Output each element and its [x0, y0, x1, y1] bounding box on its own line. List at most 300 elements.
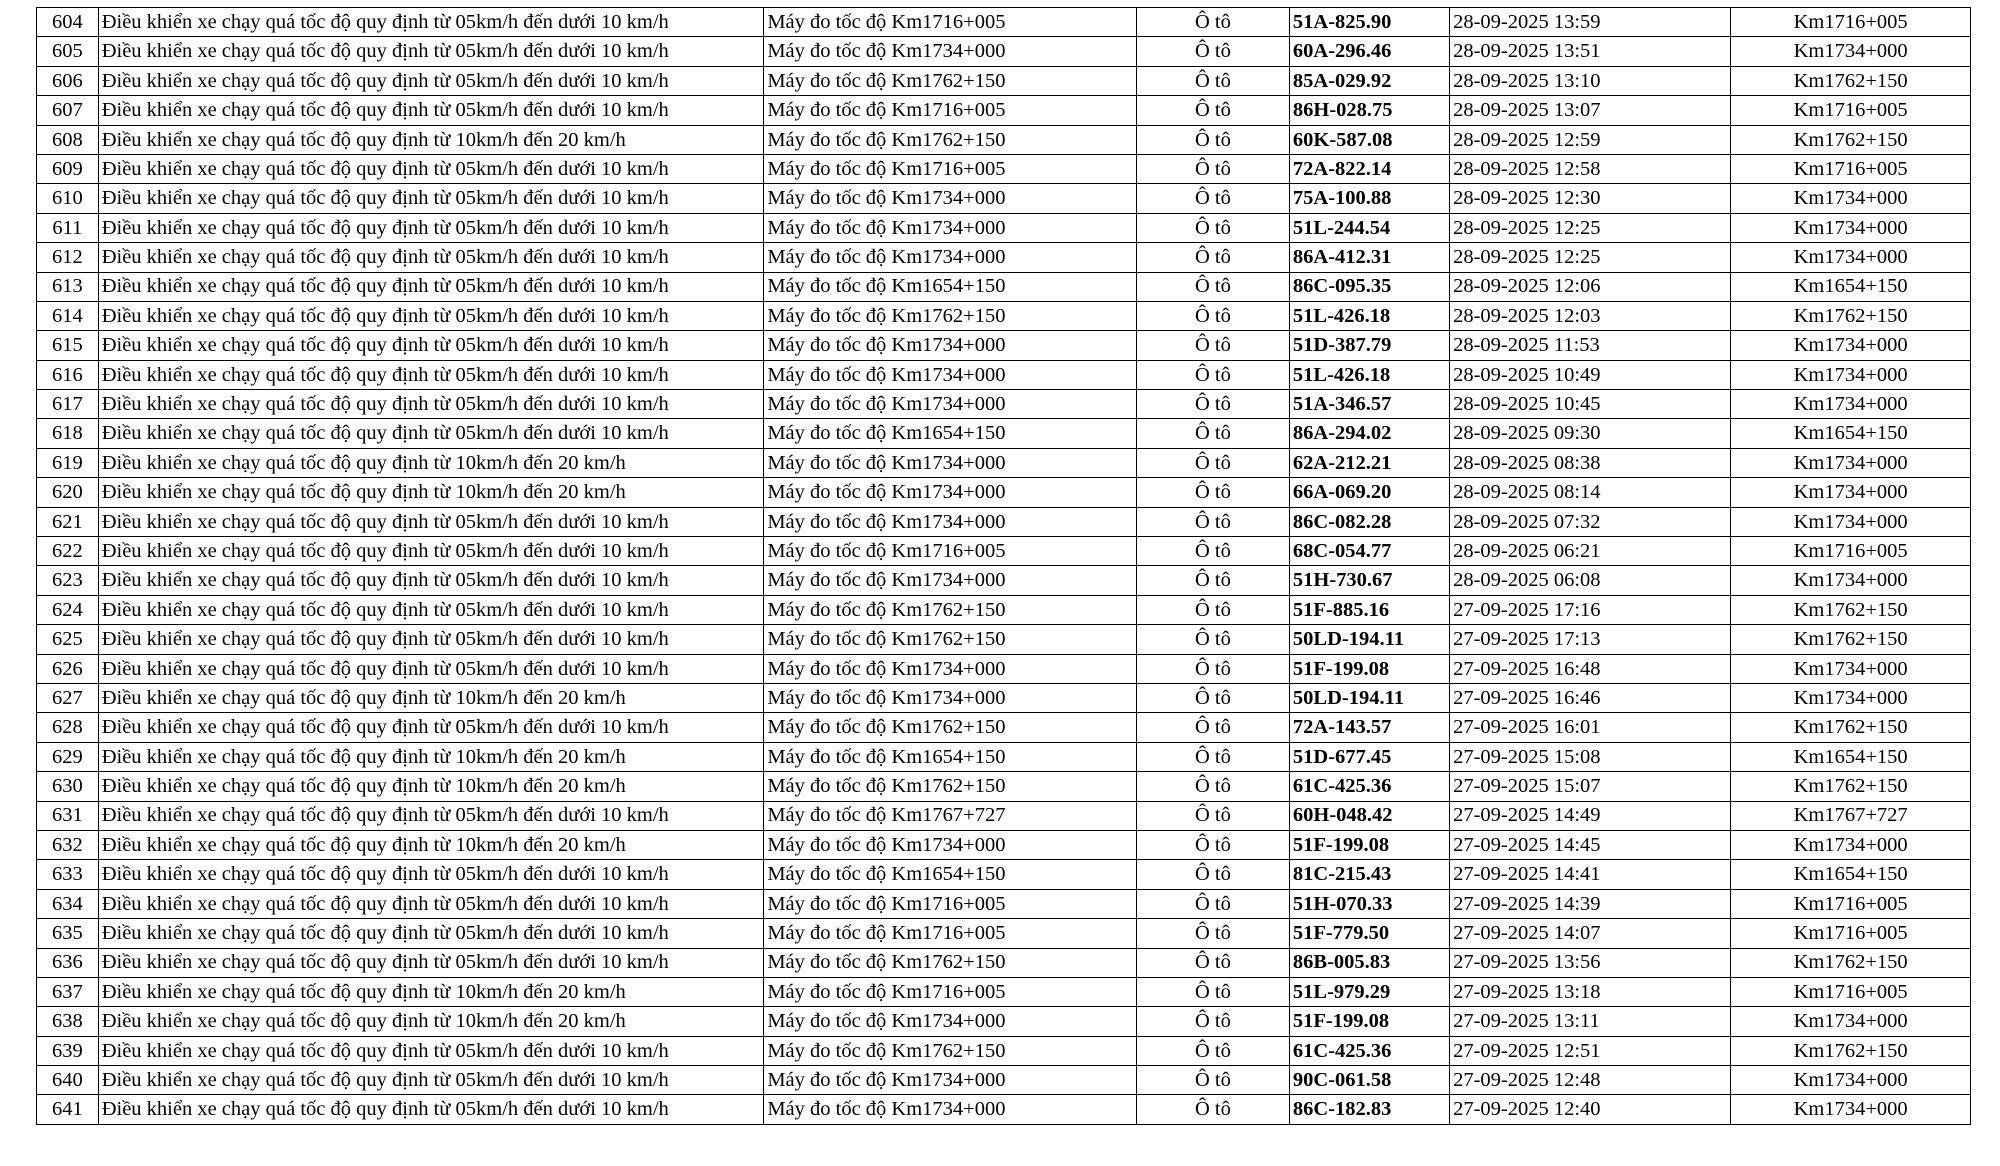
- cell-hanh-vi-vi-pham: Điều khiển xe chạy quá tốc độ quy định từ 05km/h đến dưới 10 km/h: [98, 390, 764, 419]
- cell-loai-phuong-tien: Ô tô: [1136, 1036, 1289, 1065]
- cell-loai-phuong-tien: Ô tô: [1136, 184, 1289, 213]
- cell-hanh-vi-vi-pham: Điều khiển xe chạy quá tốc độ quy định từ 05km/h đến dưới 10 km/h: [98, 184, 764, 213]
- cell-hanh-vi-vi-pham: Điều khiển xe chạy quá tốc độ quy định từ 05km/h đến dưới 10 km/h: [98, 537, 764, 566]
- cell-stt: 610: [37, 184, 99, 213]
- cell-stt: 613: [37, 272, 99, 301]
- cell-dia-diem-vi-pham: Km1716+005: [1731, 8, 1971, 37]
- cell-hanh-vi-vi-pham: Điều khiển xe chạy quá tốc độ quy định từ 05km/h đến dưới 10 km/h: [98, 654, 764, 683]
- cell-thiet-bi-phat-hien: Máy đo tốc độ Km1734+000: [764, 360, 1137, 389]
- cell-hanh-vi-vi-pham: Điều khiển xe chạy quá tốc độ quy định từ 05km/h đến dưới 10 km/h: [98, 919, 764, 948]
- cell-hanh-vi-vi-pham: Điều khiển xe chạy quá tốc độ quy định từ 05km/h đến dưới 10 km/h: [98, 625, 764, 654]
- cell-thoi-gian-vi-pham: 28-09-2025 13:07: [1450, 96, 1731, 125]
- cell-bien-so-xe: 60K-587.08: [1289, 125, 1449, 154]
- cell-thiet-bi-phat-hien: Máy đo tốc độ Km1716+005: [764, 96, 1137, 125]
- cell-bien-so-xe: 90C-061.58: [1289, 1066, 1449, 1095]
- cell-thoi-gian-vi-pham: 28-09-2025 12:03: [1450, 301, 1731, 330]
- cell-dia-diem-vi-pham: Km1734+000: [1731, 243, 1971, 272]
- cell-loai-phuong-tien: Ô tô: [1136, 448, 1289, 477]
- table-row: [37, 566, 1971, 595]
- cell-dia-diem-vi-pham: Km1762+150: [1731, 66, 1971, 95]
- cell-thoi-gian-vi-pham: 27-09-2025 14:39: [1450, 889, 1731, 918]
- cell-thiet-bi-phat-hien: Máy đo tốc độ Km1716+005: [764, 977, 1137, 1006]
- cell-loai-phuong-tien: Ô tô: [1136, 713, 1289, 742]
- cell-thiet-bi-phat-hien: Máy đo tốc độ Km1734+000: [764, 331, 1137, 360]
- violations-table-body: [37, 8, 1971, 1125]
- cell-hanh-vi-vi-pham: Điều khiển xe chạy quá tốc độ quy định từ 10km/h đến 20 km/h: [98, 742, 764, 771]
- table-row: [37, 154, 1971, 183]
- cell-thiet-bi-phat-hien: Máy đo tốc độ Km1734+000: [764, 566, 1137, 595]
- cell-thoi-gian-vi-pham: 28-09-2025 10:49: [1450, 360, 1731, 389]
- cell-stt: 620: [37, 478, 99, 507]
- cell-bien-so-xe: 51L-426.18: [1289, 360, 1449, 389]
- cell-thoi-gian-vi-pham: 27-09-2025 13:11: [1450, 1007, 1731, 1036]
- cell-loai-phuong-tien: Ô tô: [1136, 625, 1289, 654]
- cell-thoi-gian-vi-pham: 28-09-2025 11:53: [1450, 331, 1731, 360]
- cell-bien-so-xe: 51L-979.29: [1289, 977, 1449, 1006]
- cell-thiet-bi-phat-hien: Máy đo tốc độ Km1762+150: [764, 948, 1137, 977]
- cell-loai-phuong-tien: Ô tô: [1136, 683, 1289, 712]
- table-row: [37, 654, 1971, 683]
- cell-loai-phuong-tien: Ô tô: [1136, 360, 1289, 389]
- cell-loai-phuong-tien: Ô tô: [1136, 96, 1289, 125]
- table-row: [37, 301, 1971, 330]
- cell-thoi-gian-vi-pham: 28-09-2025 06:08: [1450, 566, 1731, 595]
- cell-stt: 621: [37, 507, 99, 536]
- table-row: [37, 683, 1971, 712]
- cell-hanh-vi-vi-pham: Điều khiển xe chạy quá tốc độ quy định từ 05km/h đến dưới 10 km/h: [98, 243, 764, 272]
- cell-thoi-gian-vi-pham: 27-09-2025 12:48: [1450, 1066, 1731, 1095]
- cell-loai-phuong-tien: Ô tô: [1136, 478, 1289, 507]
- cell-stt: 606: [37, 66, 99, 95]
- cell-loai-phuong-tien: Ô tô: [1136, 566, 1289, 595]
- cell-bien-so-xe: 51A-346.57: [1289, 390, 1449, 419]
- cell-thoi-gian-vi-pham: 27-09-2025 14:07: [1450, 919, 1731, 948]
- cell-loai-phuong-tien: Ô tô: [1136, 537, 1289, 566]
- cell-dia-diem-vi-pham: Km1734+000: [1731, 213, 1971, 242]
- table-row: [37, 213, 1971, 242]
- table-row: [37, 830, 1971, 859]
- cell-thoi-gian-vi-pham: 28-09-2025 13:10: [1450, 66, 1731, 95]
- cell-bien-so-xe: 61C-425.36: [1289, 772, 1449, 801]
- cell-thoi-gian-vi-pham: 28-09-2025 12:25: [1450, 213, 1731, 242]
- cell-dia-diem-vi-pham: Km1654+150: [1731, 272, 1971, 301]
- cell-dia-diem-vi-pham: Km1734+000: [1731, 1007, 1971, 1036]
- cell-hanh-vi-vi-pham: Điều khiển xe chạy quá tốc độ quy định từ 05km/h đến dưới 10 km/h: [98, 37, 764, 66]
- cell-bien-so-xe: 66A-069.20: [1289, 478, 1449, 507]
- cell-thiet-bi-phat-hien: Máy đo tốc độ Km1734+000: [764, 37, 1137, 66]
- cell-bien-so-xe: 50LD-194.11: [1289, 625, 1449, 654]
- table-row: [37, 595, 1971, 624]
- cell-thiet-bi-phat-hien: Máy đo tốc độ Km1734+000: [764, 478, 1137, 507]
- cell-bien-so-xe: 86B-005.83: [1289, 948, 1449, 977]
- cell-hanh-vi-vi-pham: Điều khiển xe chạy quá tốc độ quy định từ 05km/h đến dưới 10 km/h: [98, 96, 764, 125]
- cell-dia-diem-vi-pham: Km1734+000: [1731, 1095, 1971, 1124]
- cell-stt: 633: [37, 860, 99, 889]
- cell-dia-diem-vi-pham: Km1762+150: [1731, 625, 1971, 654]
- table-row: [37, 977, 1971, 1006]
- cell-thoi-gian-vi-pham: 27-09-2025 15:07: [1450, 772, 1731, 801]
- cell-thiet-bi-phat-hien: Máy đo tốc độ Km1734+000: [764, 184, 1137, 213]
- cell-dia-diem-vi-pham: Km1734+000: [1731, 654, 1971, 683]
- cell-stt: 637: [37, 977, 99, 1006]
- cell-thoi-gian-vi-pham: 27-09-2025 17:16: [1450, 595, 1731, 624]
- table-row: [37, 243, 1971, 272]
- cell-bien-so-xe: 72A-822.14: [1289, 154, 1449, 183]
- table-row: [37, 331, 1971, 360]
- cell-loai-phuong-tien: Ô tô: [1136, 331, 1289, 360]
- cell-bien-so-xe: 51F-199.08: [1289, 1007, 1449, 1036]
- cell-thoi-gian-vi-pham: 28-09-2025 13:51: [1450, 37, 1731, 66]
- cell-dia-diem-vi-pham: Km1762+150: [1731, 125, 1971, 154]
- cell-loai-phuong-tien: Ô tô: [1136, 977, 1289, 1006]
- cell-dia-diem-vi-pham: Km1767+727: [1731, 801, 1971, 830]
- table-row: [37, 8, 1971, 37]
- cell-hanh-vi-vi-pham: Điều khiển xe chạy quá tốc độ quy định từ 10km/h đến 20 km/h: [98, 125, 764, 154]
- cell-thoi-gian-vi-pham: 28-09-2025 12:58: [1450, 154, 1731, 183]
- cell-thoi-gian-vi-pham: 28-09-2025 09:30: [1450, 419, 1731, 448]
- cell-hanh-vi-vi-pham: Điều khiển xe chạy quá tốc độ quy định từ 10km/h đến 20 km/h: [98, 977, 764, 1006]
- cell-thiet-bi-phat-hien: Máy đo tốc độ Km1762+150: [764, 301, 1137, 330]
- cell-dia-diem-vi-pham: Km1762+150: [1731, 595, 1971, 624]
- cell-stt: 634: [37, 889, 99, 918]
- cell-stt: 638: [37, 1007, 99, 1036]
- cell-hanh-vi-vi-pham: Điều khiển xe chạy quá tốc độ quy định từ 05km/h đến dưới 10 km/h: [98, 1095, 764, 1124]
- cell-bien-so-xe: 51A-825.90: [1289, 8, 1449, 37]
- table-row: [37, 860, 1971, 889]
- cell-thiet-bi-phat-hien: Máy đo tốc độ Km1654+150: [764, 742, 1137, 771]
- cell-stt: 604: [37, 8, 99, 37]
- cell-stt: 635: [37, 919, 99, 948]
- cell-loai-phuong-tien: Ô tô: [1136, 154, 1289, 183]
- cell-stt: 607: [37, 96, 99, 125]
- cell-loai-phuong-tien: Ô tô: [1136, 419, 1289, 448]
- cell-thoi-gian-vi-pham: 28-09-2025 10:45: [1450, 390, 1731, 419]
- cell-dia-diem-vi-pham: Km1734+000: [1731, 331, 1971, 360]
- table-row: [37, 713, 1971, 742]
- cell-bien-so-xe: 50LD-194.11: [1289, 683, 1449, 712]
- cell-thoi-gian-vi-pham: 27-09-2025 14:49: [1450, 801, 1731, 830]
- cell-bien-so-xe: 51H-730.67: [1289, 566, 1449, 595]
- table-row: [37, 1036, 1971, 1065]
- cell-stt: 632: [37, 830, 99, 859]
- cell-loai-phuong-tien: Ô tô: [1136, 595, 1289, 624]
- cell-dia-diem-vi-pham: Km1762+150: [1731, 772, 1971, 801]
- cell-hanh-vi-vi-pham: Điều khiển xe chạy quá tốc độ quy định từ 05km/h đến dưới 10 km/h: [98, 66, 764, 95]
- cell-bien-so-xe: 81C-215.43: [1289, 860, 1449, 889]
- cell-loai-phuong-tien: Ô tô: [1136, 830, 1289, 859]
- cell-dia-diem-vi-pham: Km1716+005: [1731, 919, 1971, 948]
- cell-stt: 611: [37, 213, 99, 242]
- cell-thoi-gian-vi-pham: 27-09-2025 16:46: [1450, 683, 1731, 712]
- cell-stt: 618: [37, 419, 99, 448]
- cell-hanh-vi-vi-pham: Điều khiển xe chạy quá tốc độ quy định từ 10km/h đến 20 km/h: [98, 1007, 764, 1036]
- table-row: [37, 948, 1971, 977]
- cell-thoi-gian-vi-pham: 27-09-2025 15:08: [1450, 742, 1731, 771]
- cell-thiet-bi-phat-hien: Máy đo tốc độ Km1734+000: [764, 243, 1137, 272]
- cell-thiet-bi-phat-hien: Máy đo tốc độ Km1762+150: [764, 66, 1137, 95]
- cell-thiet-bi-phat-hien: Máy đo tốc độ Km1734+000: [764, 830, 1137, 859]
- cell-hanh-vi-vi-pham: Điều khiển xe chạy quá tốc độ quy định từ 05km/h đến dưới 10 km/h: [98, 8, 764, 37]
- cell-loai-phuong-tien: Ô tô: [1136, 213, 1289, 242]
- cell-thiet-bi-phat-hien: Máy đo tốc độ Km1734+000: [764, 448, 1137, 477]
- table-row: [37, 96, 1971, 125]
- cell-hanh-vi-vi-pham: Điều khiển xe chạy quá tốc độ quy định từ 05km/h đến dưới 10 km/h: [98, 213, 764, 242]
- cell-bien-so-xe: 86C-095.35: [1289, 272, 1449, 301]
- cell-loai-phuong-tien: Ô tô: [1136, 860, 1289, 889]
- cell-loai-phuong-tien: Ô tô: [1136, 654, 1289, 683]
- cell-bien-so-xe: 61C-425.36: [1289, 1036, 1449, 1065]
- cell-loai-phuong-tien: Ô tô: [1136, 8, 1289, 37]
- cell-thoi-gian-vi-pham: 27-09-2025 16:01: [1450, 713, 1731, 742]
- cell-bien-so-xe: 51F-885.16: [1289, 595, 1449, 624]
- cell-thiet-bi-phat-hien: Máy đo tốc độ Km1762+150: [764, 772, 1137, 801]
- cell-thoi-gian-vi-pham: 28-09-2025 12:25: [1450, 243, 1731, 272]
- cell-dia-diem-vi-pham: Km1734+000: [1731, 184, 1971, 213]
- cell-bien-so-xe: 51F-779.50: [1289, 919, 1449, 948]
- cell-loai-phuong-tien: Ô tô: [1136, 1095, 1289, 1124]
- cell-bien-so-xe: 51L-426.18: [1289, 301, 1449, 330]
- table-row: [37, 419, 1971, 448]
- cell-dia-diem-vi-pham: Km1734+000: [1731, 566, 1971, 595]
- cell-thoi-gian-vi-pham: 28-09-2025 07:32: [1450, 507, 1731, 536]
- table-row: [37, 66, 1971, 95]
- cell-hanh-vi-vi-pham: Điều khiển xe chạy quá tốc độ quy định từ 10km/h đến 20 km/h: [98, 683, 764, 712]
- cell-hanh-vi-vi-pham: Điều khiển xe chạy quá tốc độ quy định từ 05km/h đến dưới 10 km/h: [98, 889, 764, 918]
- cell-hanh-vi-vi-pham: Điều khiển xe chạy quá tốc độ quy định từ 05km/h đến dưới 10 km/h: [98, 360, 764, 389]
- cell-thoi-gian-vi-pham: 27-09-2025 14:45: [1450, 830, 1731, 859]
- cell-thoi-gian-vi-pham: 27-09-2025 13:56: [1450, 948, 1731, 977]
- cell-loai-phuong-tien: Ô tô: [1136, 301, 1289, 330]
- cell-hanh-vi-vi-pham: Điều khiển xe chạy quá tốc độ quy định từ 05km/h đến dưới 10 km/h: [98, 713, 764, 742]
- cell-thoi-gian-vi-pham: 27-09-2025 14:41: [1450, 860, 1731, 889]
- cell-thiet-bi-phat-hien: Máy đo tốc độ Km1762+150: [764, 625, 1137, 654]
- cell-stt: 616: [37, 360, 99, 389]
- cell-thoi-gian-vi-pham: 27-09-2025 12:51: [1450, 1036, 1731, 1065]
- cell-thiet-bi-phat-hien: Máy đo tốc độ Km1734+000: [764, 213, 1137, 242]
- cell-thiet-bi-phat-hien: Máy đo tốc độ Km1762+150: [764, 713, 1137, 742]
- cell-thoi-gian-vi-pham: 28-09-2025 13:59: [1450, 8, 1731, 37]
- cell-loai-phuong-tien: Ô tô: [1136, 243, 1289, 272]
- cell-stt: 619: [37, 448, 99, 477]
- cell-thiet-bi-phat-hien: Máy đo tốc độ Km1762+150: [764, 125, 1137, 154]
- cell-thiet-bi-phat-hien: Máy đo tốc độ Km1762+150: [764, 595, 1137, 624]
- cell-thiet-bi-phat-hien: Máy đo tốc độ Km1734+000: [764, 1066, 1137, 1095]
- cell-dia-diem-vi-pham: Km1716+005: [1731, 889, 1971, 918]
- cell-dia-diem-vi-pham: Km1762+150: [1731, 301, 1971, 330]
- table-row: [37, 125, 1971, 154]
- cell-dia-diem-vi-pham: Km1716+005: [1731, 154, 1971, 183]
- cell-bien-so-xe: 62A-212.21: [1289, 448, 1449, 477]
- cell-loai-phuong-tien: Ô tô: [1136, 889, 1289, 918]
- cell-dia-diem-vi-pham: Km1654+150: [1731, 860, 1971, 889]
- cell-stt: 623: [37, 566, 99, 595]
- cell-dia-diem-vi-pham: Km1716+005: [1731, 96, 1971, 125]
- cell-stt: 630: [37, 772, 99, 801]
- cell-bien-so-xe: 75A-100.88: [1289, 184, 1449, 213]
- cell-dia-diem-vi-pham: Km1654+150: [1731, 742, 1971, 771]
- cell-dia-diem-vi-pham: Km1734+000: [1731, 360, 1971, 389]
- table-row: [37, 889, 1971, 918]
- cell-hanh-vi-vi-pham: Điều khiển xe chạy quá tốc độ quy định từ 05km/h đến dưới 10 km/h: [98, 948, 764, 977]
- cell-loai-phuong-tien: Ô tô: [1136, 272, 1289, 301]
- cell-stt: 639: [37, 1036, 99, 1065]
- cell-loai-phuong-tien: Ô tô: [1136, 66, 1289, 95]
- cell-thoi-gian-vi-pham: 28-09-2025 08:38: [1450, 448, 1731, 477]
- table-row: [37, 919, 1971, 948]
- cell-dia-diem-vi-pham: Km1762+150: [1731, 1036, 1971, 1065]
- cell-stt: 627: [37, 683, 99, 712]
- cell-bien-so-xe: 51H-070.33: [1289, 889, 1449, 918]
- cell-hanh-vi-vi-pham: Điều khiển xe chạy quá tốc độ quy định từ 05km/h đến dưới 10 km/h: [98, 801, 764, 830]
- cell-loai-phuong-tien: Ô tô: [1136, 37, 1289, 66]
- cell-hanh-vi-vi-pham: Điều khiển xe chạy quá tốc độ quy định từ 10km/h đến 20 km/h: [98, 478, 764, 507]
- cell-dia-diem-vi-pham: Km1734+000: [1731, 448, 1971, 477]
- cell-thiet-bi-phat-hien: Máy đo tốc độ Km1654+150: [764, 419, 1137, 448]
- cell-thiet-bi-phat-hien: Máy đo tốc độ Km1716+005: [764, 537, 1137, 566]
- cell-bien-so-xe: 85A-029.92: [1289, 66, 1449, 95]
- cell-stt: 625: [37, 625, 99, 654]
- cell-dia-diem-vi-pham: Km1762+150: [1731, 713, 1971, 742]
- cell-thiet-bi-phat-hien: Máy đo tốc độ Km1767+727: [764, 801, 1137, 830]
- table-row: [37, 360, 1971, 389]
- cell-stt: 615: [37, 331, 99, 360]
- cell-thiet-bi-phat-hien: Máy đo tốc độ Km1734+000: [764, 654, 1137, 683]
- cell-hanh-vi-vi-pham: Điều khiển xe chạy quá tốc độ quy định từ 10km/h đến 20 km/h: [98, 772, 764, 801]
- cell-bien-so-xe: 51D-677.45: [1289, 742, 1449, 771]
- cell-loai-phuong-tien: Ô tô: [1136, 948, 1289, 977]
- table-row: [37, 1095, 1971, 1124]
- cell-hanh-vi-vi-pham: Điều khiển xe chạy quá tốc độ quy định từ 05km/h đến dưới 10 km/h: [98, 331, 764, 360]
- cell-thoi-gian-vi-pham: 28-09-2025 12:59: [1450, 125, 1731, 154]
- cell-thoi-gian-vi-pham: 27-09-2025 13:18: [1450, 977, 1731, 1006]
- table-row: [37, 272, 1971, 301]
- cell-thiet-bi-phat-hien: Máy đo tốc độ Km1716+005: [764, 919, 1137, 948]
- cell-hanh-vi-vi-pham: Điều khiển xe chạy quá tốc độ quy định từ 10km/h đến 20 km/h: [98, 830, 764, 859]
- cell-hanh-vi-vi-pham: Điều khiển xe chạy quá tốc độ quy định từ 10km/h đến 20 km/h: [98, 448, 764, 477]
- cell-thoi-gian-vi-pham: 28-09-2025 06:21: [1450, 537, 1731, 566]
- cell-dia-diem-vi-pham: Km1734+000: [1731, 390, 1971, 419]
- table-row: [37, 37, 1971, 66]
- cell-stt: 641: [37, 1095, 99, 1124]
- table-row: [37, 507, 1971, 536]
- cell-thoi-gian-vi-pham: 28-09-2025 08:14: [1450, 478, 1731, 507]
- cell-hanh-vi-vi-pham: Điều khiển xe chạy quá tốc độ quy định từ 05km/h đến dưới 10 km/h: [98, 860, 764, 889]
- cell-thiet-bi-phat-hien: Máy đo tốc độ Km1716+005: [764, 154, 1137, 183]
- table-row: [37, 478, 1971, 507]
- cell-thoi-gian-vi-pham: 27-09-2025 17:13: [1450, 625, 1731, 654]
- cell-hanh-vi-vi-pham: Điều khiển xe chạy quá tốc độ quy định từ 05km/h đến dưới 10 km/h: [98, 566, 764, 595]
- table-row: [37, 448, 1971, 477]
- cell-dia-diem-vi-pham: Km1734+000: [1731, 507, 1971, 536]
- cell-hanh-vi-vi-pham: Điều khiển xe chạy quá tốc độ quy định từ 05km/h đến dưới 10 km/h: [98, 419, 764, 448]
- cell-loai-phuong-tien: Ô tô: [1136, 125, 1289, 154]
- cell-loai-phuong-tien: Ô tô: [1136, 801, 1289, 830]
- cell-thiet-bi-phat-hien: Máy đo tốc độ Km1716+005: [764, 8, 1137, 37]
- cell-stt: 628: [37, 713, 99, 742]
- cell-bien-so-xe: 60A-296.46: [1289, 37, 1449, 66]
- cell-bien-so-xe: 51F-199.08: [1289, 830, 1449, 859]
- cell-thoi-gian-vi-pham: 27-09-2025 12:40: [1450, 1095, 1731, 1124]
- cell-stt: 609: [37, 154, 99, 183]
- cell-stt: 640: [37, 1066, 99, 1095]
- cell-loai-phuong-tien: Ô tô: [1136, 742, 1289, 771]
- cell-bien-so-xe: 51D-387.79: [1289, 331, 1449, 360]
- cell-thiet-bi-phat-hien: Máy đo tốc độ Km1734+000: [764, 1095, 1137, 1124]
- cell-stt: 605: [37, 37, 99, 66]
- cell-bien-so-xe: 51L-244.54: [1289, 213, 1449, 242]
- cell-stt: 631: [37, 801, 99, 830]
- cell-hanh-vi-vi-pham: Điều khiển xe chạy quá tốc độ quy định từ 05km/h đến dưới 10 km/h: [98, 507, 764, 536]
- cell-bien-so-xe: 86A-412.31: [1289, 243, 1449, 272]
- cell-dia-diem-vi-pham: Km1716+005: [1731, 537, 1971, 566]
- cell-loai-phuong-tien: Ô tô: [1136, 919, 1289, 948]
- table-row: [37, 1066, 1971, 1095]
- cell-stt: 614: [37, 301, 99, 330]
- cell-dia-diem-vi-pham: Km1734+000: [1731, 478, 1971, 507]
- cell-stt: 608: [37, 125, 99, 154]
- cell-stt: 626: [37, 654, 99, 683]
- cell-dia-diem-vi-pham: Km1734+000: [1731, 37, 1971, 66]
- cell-dia-diem-vi-pham: Km1734+000: [1731, 683, 1971, 712]
- cell-dia-diem-vi-pham: Km1716+005: [1731, 977, 1971, 1006]
- cell-bien-so-xe: 60H-048.42: [1289, 801, 1449, 830]
- cell-loai-phuong-tien: Ô tô: [1136, 1066, 1289, 1095]
- cell-thiet-bi-phat-hien: Máy đo tốc độ Km1716+005: [764, 889, 1137, 918]
- cell-dia-diem-vi-pham: Km1654+150: [1731, 419, 1971, 448]
- table-row: [37, 625, 1971, 654]
- cell-bien-so-xe: 68C-054.77: [1289, 537, 1449, 566]
- cell-thiet-bi-phat-hien: Máy đo tốc độ Km1654+150: [764, 272, 1137, 301]
- cell-bien-so-xe: 72A-143.57: [1289, 713, 1449, 742]
- table-row: [37, 1007, 1971, 1036]
- cell-thiet-bi-phat-hien: Máy đo tốc độ Km1734+000: [764, 390, 1137, 419]
- cell-bien-so-xe: 51F-199.08: [1289, 654, 1449, 683]
- cell-thiet-bi-phat-hien: Máy đo tốc độ Km1734+000: [764, 683, 1137, 712]
- cell-stt: 617: [37, 390, 99, 419]
- cell-dia-diem-vi-pham: Km1734+000: [1731, 830, 1971, 859]
- table-row: [37, 537, 1971, 566]
- cell-stt: 622: [37, 537, 99, 566]
- cell-thiet-bi-phat-hien: Máy đo tốc độ Km1734+000: [764, 507, 1137, 536]
- cell-hanh-vi-vi-pham: Điều khiển xe chạy quá tốc độ quy định từ 05km/h đến dưới 10 km/h: [98, 272, 764, 301]
- cell-loai-phuong-tien: Ô tô: [1136, 507, 1289, 536]
- cell-dia-diem-vi-pham: Km1762+150: [1731, 948, 1971, 977]
- cell-hanh-vi-vi-pham: Điều khiển xe chạy quá tốc độ quy định từ 05km/h đến dưới 10 km/h: [98, 595, 764, 624]
- violations-table: [36, 7, 1971, 1125]
- cell-thiet-bi-phat-hien: Máy đo tốc độ Km1734+000: [764, 1007, 1137, 1036]
- cell-hanh-vi-vi-pham: Điều khiển xe chạy quá tốc độ quy định từ 05km/h đến dưới 10 km/h: [98, 154, 764, 183]
- cell-bien-so-xe: 86C-182.83: [1289, 1095, 1449, 1124]
- cell-hanh-vi-vi-pham: Điều khiển xe chạy quá tốc độ quy định từ 05km/h đến dưới 10 km/h: [98, 301, 764, 330]
- cell-loai-phuong-tien: Ô tô: [1136, 1007, 1289, 1036]
- cell-stt: 624: [37, 595, 99, 624]
- cell-loai-phuong-tien: Ô tô: [1136, 390, 1289, 419]
- cell-stt: 636: [37, 948, 99, 977]
- cell-thiet-bi-phat-hien: Máy đo tốc độ Km1654+150: [764, 860, 1137, 889]
- cell-loai-phuong-tien: Ô tô: [1136, 772, 1289, 801]
- table-row: [37, 390, 1971, 419]
- cell-stt: 612: [37, 243, 99, 272]
- cell-bien-so-xe: 86H-028.75: [1289, 96, 1449, 125]
- cell-thiet-bi-phat-hien: Máy đo tốc độ Km1762+150: [764, 1036, 1137, 1065]
- cell-thoi-gian-vi-pham: 28-09-2025 12:30: [1450, 184, 1731, 213]
- table-row: [37, 801, 1971, 830]
- cell-bien-so-xe: 86A-294.02: [1289, 419, 1449, 448]
- table-row: [37, 742, 1971, 771]
- cell-dia-diem-vi-pham: Km1734+000: [1731, 1066, 1971, 1095]
- table-row: [37, 184, 1971, 213]
- cell-thoi-gian-vi-pham: 27-09-2025 16:48: [1450, 654, 1731, 683]
